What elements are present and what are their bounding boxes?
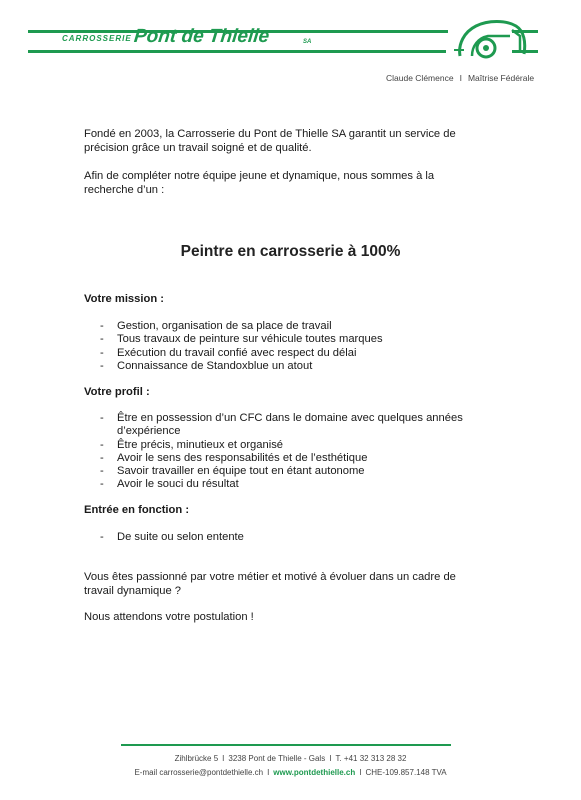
mission-title: Votre mission : [84, 293, 164, 305]
list-item: - Être en possession d’un CFC dans le domaine avec quelques années d’expérience [100, 412, 463, 438]
intro-p2-line-1: Afin de compléter notre équipe jeune et dynamique, nous sommes à la [84, 170, 435, 182]
list-item: - De suite ou selon entente [100, 531, 244, 543]
footer-email[interactable]: E-mail carrosserie@pontdethielle.ch [134, 768, 264, 777]
list-item: - Savoir travailler en équipe tout en étant autonome [100, 465, 365, 478]
list-item: - Avoir le souci du résultat [100, 478, 239, 491]
owner-title: Maîtrise Fédérale [467, 73, 535, 83]
list-item: - Connaissance de Standoxblue un atout [100, 359, 313, 372]
closing-call: Nous attendons votre postulation ! [84, 611, 254, 623]
footer-vat: CHE-109.857.148 TVA [365, 768, 447, 777]
list-item: - Exécution du travail confié avec respect du délai [100, 346, 357, 359]
owner-line [386, 73, 534, 83]
list-item: - Avoir le sens des responsabilités et de l’esthétique [100, 451, 368, 464]
list-item: - Tous travaux de peinture sur véhicule toutes marques [100, 333, 383, 346]
brand-name: Pont de Thielle [132, 26, 271, 47]
profile-list [84, 412, 514, 492]
mission-list [84, 320, 514, 373]
footer-rule [121, 744, 451, 746]
list-item: - Gestion, organisation de sa place de travail [100, 320, 332, 332]
footer-phone: T. +41 32 313 28 32 [335, 754, 407, 763]
owner-name: Claude Clémence [386, 73, 454, 83]
list-item: - Être précis, minutieux et organisé [100, 438, 284, 451]
start-title: Entrée en fonction : [84, 504, 190, 516]
footer-website-link[interactable]: www.pontdethielle.ch [273, 768, 356, 777]
brand-small-text: CARROSSERIE [62, 34, 132, 43]
intro [84, 127, 514, 197]
closing [84, 570, 514, 624]
closing-line-2: travail dynamique ? [84, 585, 182, 597]
profile-title: Votre profil : [84, 386, 150, 398]
closing-line-1: Vous êtes passionné par votre métier et motivé à évoluer dans un cadre de [84, 571, 456, 583]
intro-p1-line-1: Fondé en 2003, la Carrosserie du Pont de Thielle SA garantit un service de [84, 128, 456, 140]
intro-paragraph-1 [84, 127, 514, 155]
closing-paragraph [84, 570, 514, 598]
footer-city: 3238 Pont de Thielle - Gals [228, 754, 326, 763]
footer-street: Zihlbrücke 5 [174, 754, 219, 763]
letterhead [0, 0, 581, 95]
footer-contact: E-mail carrosserie@pontdethielle.ch I www.pontdethielle.ch I CHE-109.857.148 TVA [134, 768, 447, 777]
header-rule-lower [28, 50, 446, 53]
intro-paragraph-2 [84, 169, 514, 197]
car-icon [450, 16, 535, 64]
brand-sa: SA [303, 39, 312, 45]
owner-separator: I [459, 73, 462, 83]
start-list [84, 531, 514, 544]
intro-p2-line-2: recherche d’un : [84, 184, 165, 196]
job-title: Peintre en carrosserie à 100% [180, 243, 401, 260]
intro-p1-line-2: précision grâce un travail soigné et de qualité. [84, 142, 312, 154]
footer-address: Zihlbrücke 5 I 3238 Pont de Thielle - Gals I T. +41 32 313 28 32 [174, 754, 407, 763]
